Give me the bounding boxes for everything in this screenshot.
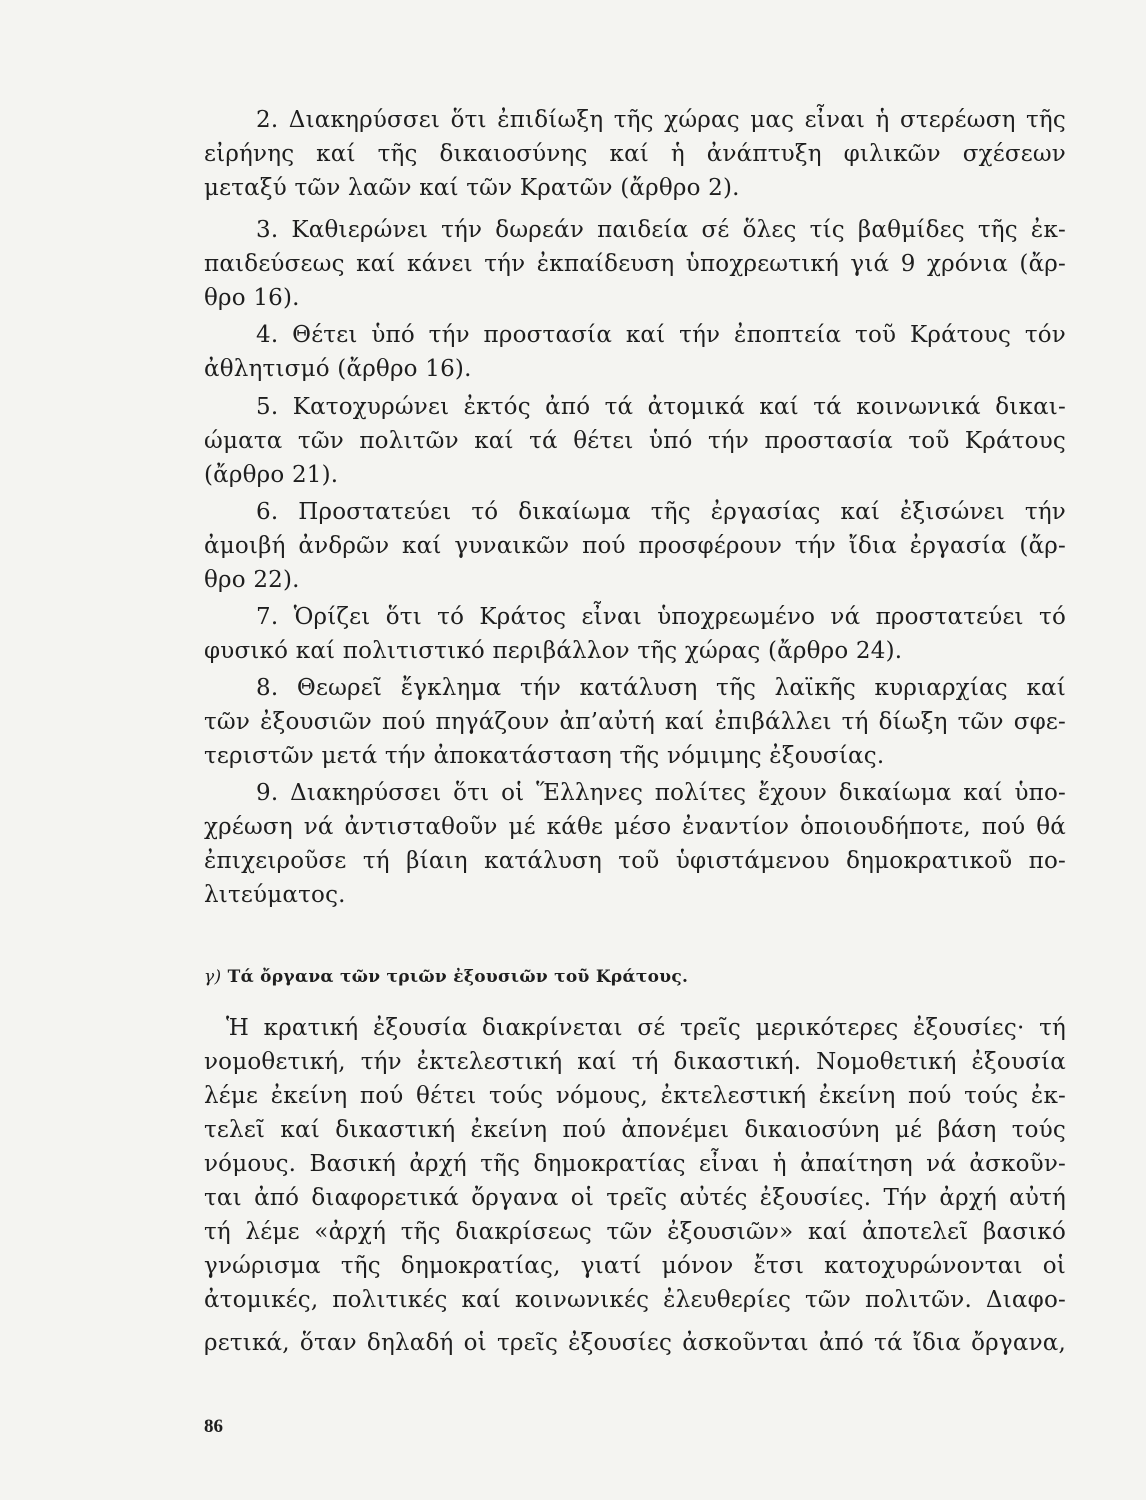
text-line: θρο 16). <box>204 285 300 311</box>
text-line: 7. Ὁρίζει ὅτι τό Κράτος εἶναι ὑποχρεωμένο νά προστατεύει τό <box>256 604 1066 630</box>
text-line: 2. Διακηρύσσει ὅτι ἐπιδίωξη τῆς χώρας μας εἶναι ἡ στερέωση τῆς <box>256 107 1066 133</box>
page-number: 86 <box>204 1416 223 1437</box>
text-line: 5. Κατοχυρώνει ἐκτός ἀπό τά ἀτομικά καί τά κοινωνικά δικαι- <box>256 394 1066 420</box>
text-line: χρέωση νά ἀντισταθοῦν μέ κάθε μέσο ἐναντίον ὁποιουδήποτε, πού θά <box>204 814 1066 840</box>
text-line: ται ἀπό διαφορετικά ὄργανα οἱ τρεῖς αὐτές ἐξουσίες. Τήν ἀρχή αὐτή <box>204 1185 1066 1211</box>
text-line: φυσικό καί πολιτιστικό περιβάλλον τῆς χώρας (ἄρθρο 24). <box>204 638 903 664</box>
text-line: μεταξύ τῶν λαῶν καί τῶν Κρατῶν (ἄρθρο 2). <box>204 175 740 201</box>
text-line: (ἄρθρο 21). <box>204 462 339 488</box>
text-line: ρετικά, ὅταν δηλαδή οἱ τρεῖς ἐξουσίες ἀσκοῦνται ἀπό τά ἴδια ὄργανα, <box>204 1330 1066 1356</box>
text-line: Ἡ κρατική ἐξουσία διακρίνεται σέ τρεῖς μερικότερες ἐξουσίες· τή <box>226 1015 1066 1041</box>
text-line: νόμους. Βασική ἀρχή τῆς δημοκρατίας εἶναι ἡ ἀπαίτηση νά ἀσκοῦν- <box>204 1151 1066 1177</box>
text-line: ἀμοιβή ἀνδρῶν καί γυναικῶν πού προσφέρουν τήν ἴδια ἐργασία (ἄρ- <box>204 533 1066 559</box>
text-line: 3. Καθιερώνει τήν δωρεάν παιδεία σέ ὅλες τίς βαθμίδες τῆς ἐκ- <box>256 217 1066 243</box>
text-line: τεριστῶν μετά τήν ἀποκατάσταση τῆς νόμιμης ἐξουσίας. <box>204 743 885 769</box>
text-line: ἐπιχειροῦσε τή βίαιη κατάλυση τοῦ ὑφιστάμενου δημοκρατικοῦ πο- <box>204 848 1066 874</box>
text-line: 6. Προστατεύει τό δικαίωμα τῆς ἐργασίας καί ἐξισώνει τήν <box>256 499 1066 525</box>
text-line: λιτεύματος. <box>204 882 346 908</box>
text-line: παιδεύσεως καί κάνει τήν ἐκπαίδευση ὑποχρεωτική γιά 9 χρόνια (ἄρ- <box>204 251 1066 277</box>
section-heading-label: γ) <box>204 967 222 987</box>
text-line: 4. Θέτει ὑπό τήν προστασία καί τήν ἐποπτεία τοῦ Κράτους τόν <box>256 322 1066 348</box>
text-line: εἰρήνης καί τῆς δικαιοσύνης καί ἡ ἀνάπτυξη φιλικῶν σχέσεων <box>204 141 1066 167</box>
text-line: ἀτομικές, πολιτικές καί κοινωνικές ἐλευθερίες τῶν πολιτῶν. Διαφο- <box>204 1287 1066 1313</box>
text-line: γνώρισμα τῆς δημοκρατίας, γιατί μόνον ἔτσι κατοχυρώνονται οἱ <box>204 1253 1066 1279</box>
text-line: λέμε ἐκείνη πού θέτει τούς νόμους, ἐκτελεστική ἐκείνη πού τούς ἐκ- <box>204 1083 1066 1109</box>
text-line: θρο 22). <box>204 567 300 593</box>
section-heading <box>204 960 1066 994</box>
section-heading-text: Τά ὄργανα τῶν τριῶν ἐξουσιῶν τοῦ Κράτους. <box>227 967 689 987</box>
text-line: τή λέμε «ἀρχή τῆς διακρίσεως τῶν ἐξουσιῶν» καί ἀποτελεῖ βασικό <box>204 1219 1066 1245</box>
text-line: τελεῖ καί δικαστική ἐκείνη πού ἀπονέμει δικαιοσύνη μέ βάση τούς <box>204 1117 1066 1143</box>
text-line: ἀθλητισμό (ἄρθρο 16). <box>204 356 472 382</box>
text-line: τῶν ἐξουσιῶν πού πηγάζουν ἀπ’αὐτή καί ἐπιβάλλει τή δίωξη τῶν σφε- <box>204 709 1066 735</box>
text-line: νομοθετική, τήν ἐκτελεστική καί τή δικαστική. Νομοθετική ἐξουσία <box>204 1049 1066 1075</box>
text-line: ώματα τῶν πολιτῶν καί τά θέτει ὑπό τήν προστασία τοῦ Κράτους <box>204 428 1066 454</box>
text-line: 9. Διακηρύσσει ὅτι οἱ Ἕλληνες πολίτες ἔχουν δικαίωμα καί ὑπο- <box>256 780 1066 806</box>
text-line: 8. Θεωρεῖ ἔγκλημα τήν κατάλυση τῆς λαϊκῆς κυριαρχίας καί <box>256 675 1066 701</box>
